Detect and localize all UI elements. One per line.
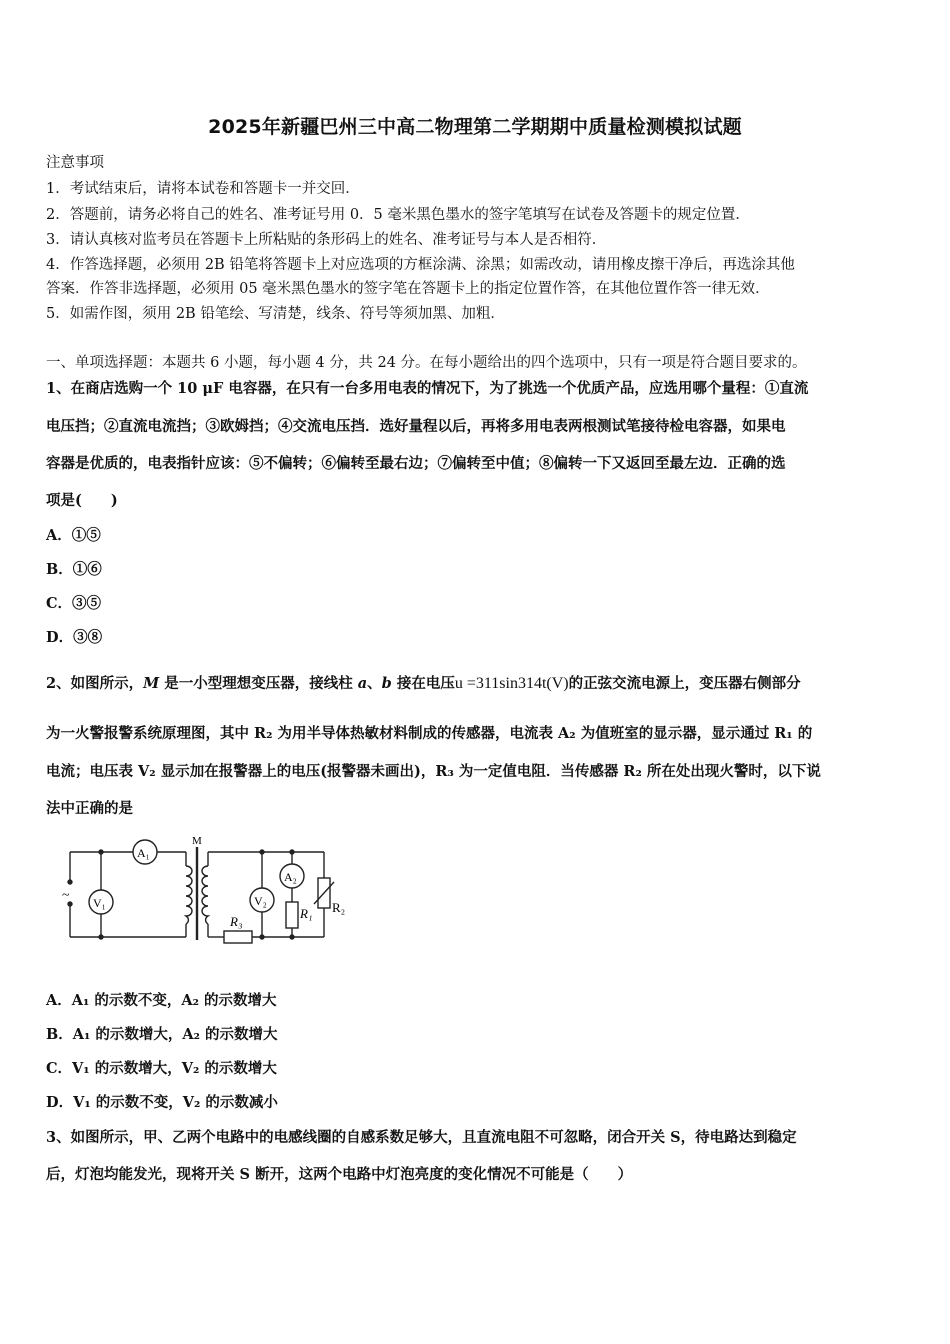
notice-item-3: 3．请认真核对监考员在答题卡上所粘贴的条形码上的姓名、准考证号与本人是否相符． [46,232,607,248]
notice-item-1: 1．考试结束后，请将本试卷和答题卡一并交回． [46,181,360,197]
q1-line-4: 项是( ) [46,492,118,509]
q2-var-m: M [143,675,160,692]
label-a2: A₂ [284,870,297,884]
label-r2: R₂ [332,900,346,915]
q3-line-1: 3、如图所示，甲、乙两个电路中的电感线圈的自感系数足够大，且直流电阻不可忽略，闭合开关 S，待电路达到稳定 [46,1129,797,1146]
label-r1: R₁ [300,906,313,921]
label-v2: V₂ [254,894,267,908]
q2-text-e: 的正弦交流电源上，变压器右侧部分 [568,675,801,692]
q2-option-c: C．V₁ 的示数增大，V₂ 的示数增大 [46,1060,277,1077]
q1-line-1: 1、在商店选购一个 10 μF 电容器，在只有一台多用电表的情况下，为了挑选一个优质产品，应选用哪个量程：①直流 [46,380,809,397]
label-v1: V₁ [93,896,106,910]
notice-item-4-cont: 答案．作答非选择题，必须用 05 毫米黑色墨水的签字笔在答题卡上的指定位置作答，在其他位置作答一律无效． [46,281,770,297]
section-heading: 一、单项选择题：本题共 6 小题，每小题 4 分，共 24 分。在每小题给出的四个选项中，只有一项是符合题目要求的。 [46,355,807,371]
label-a1: A₁ [137,846,150,860]
label-r3: R₃ [230,914,243,929]
q2-line-1 [46,672,801,693]
q1-option-a: A．①⑤ [46,527,101,544]
q1-option-d: D．③⑧ [46,629,103,646]
ac-source-symbol: ~ [62,888,70,903]
q2-option-b: B．A₁ 的示数增大，A₂ 的示数增大 [46,1026,278,1043]
notice-item-5: 5．如需作图，须用 2B 铅笔绘、写清楚，线条、符号等须加黑、加粗． [46,306,505,322]
q2-text-a: 2、如图所示， [46,675,144,692]
q2-option-a: A．A₁ 的示数不变，A₂ 的示数增大 [46,992,277,1009]
q2-line-3: 电流；电压表 V₂ 显示加在报警器上的电压(报警器未画出)，R₃ 为一定值电阻．当传感器 R₂ 所在处出现火警时，以下说 [46,763,821,780]
q3-line-2: 后，灯泡均能发光，现将开关 S 断开，这两个电路中灯泡亮度的变化情况不可能是（ ） [46,1166,633,1183]
notice-heading: 注意事项 [46,155,104,171]
q2-line-2: 为一火警报警系统原理图，其中 R₂ 为用半导体热敏材料制成的传感器，电流表 A₂ 为值班室的显示器，显示通过 R₁ 的 [46,725,813,742]
q2-var-b: b [381,675,392,692]
q2-text-b: 是一小型理想变压器，接线柱 [159,675,358,692]
q2-voltage-formula: u =311sin314t(V) [454,675,569,692]
q1-line-2: 电压挡；②直流电流挡；③欧姆挡；④交流电压挡．选好量程以后，再将多用电表两根测试笔接待检电容器，如果电 [46,418,786,435]
q1-line-3: 容器是优质的，电表指针应该：⑤不偏转；⑥偏转至最右边；⑦偏转至中值；⑧偏转一下又返回至最左边．正确的选 [46,455,786,472]
transformer-circuit-diagram [56,832,366,947]
notice-item-4: 4．作答选择题，必须用 2B 铅笔将答题卡上对应选项的方框涂满、涂黑；如需改动，请用橡皮擦干净后，再选涂其他 [46,257,795,273]
notice-item-2: 2．答题前，请务必将自己的姓名、准考证号用 0．5 毫米黑色墨水的签字笔填写在试卷及答题卡的规定位置． [46,207,750,223]
q2-option-d: D．V₁ 的示数不变，V₂ 的示数减小 [46,1094,278,1111]
page-title: 2025年新疆巴州三中高二物理第二学期期中质量检测模拟试题 [208,116,742,138]
q1-option-c: C．③⑤ [46,595,102,612]
q2-line-4: 法中正确的是 [46,800,133,817]
q2-text-d: 接在电压 [391,675,455,692]
q2-var-a: a [357,675,368,692]
q2-text-c: 、 [367,675,382,692]
q1-option-b: B．①⑥ [46,561,102,578]
label-transformer: M [192,835,202,847]
